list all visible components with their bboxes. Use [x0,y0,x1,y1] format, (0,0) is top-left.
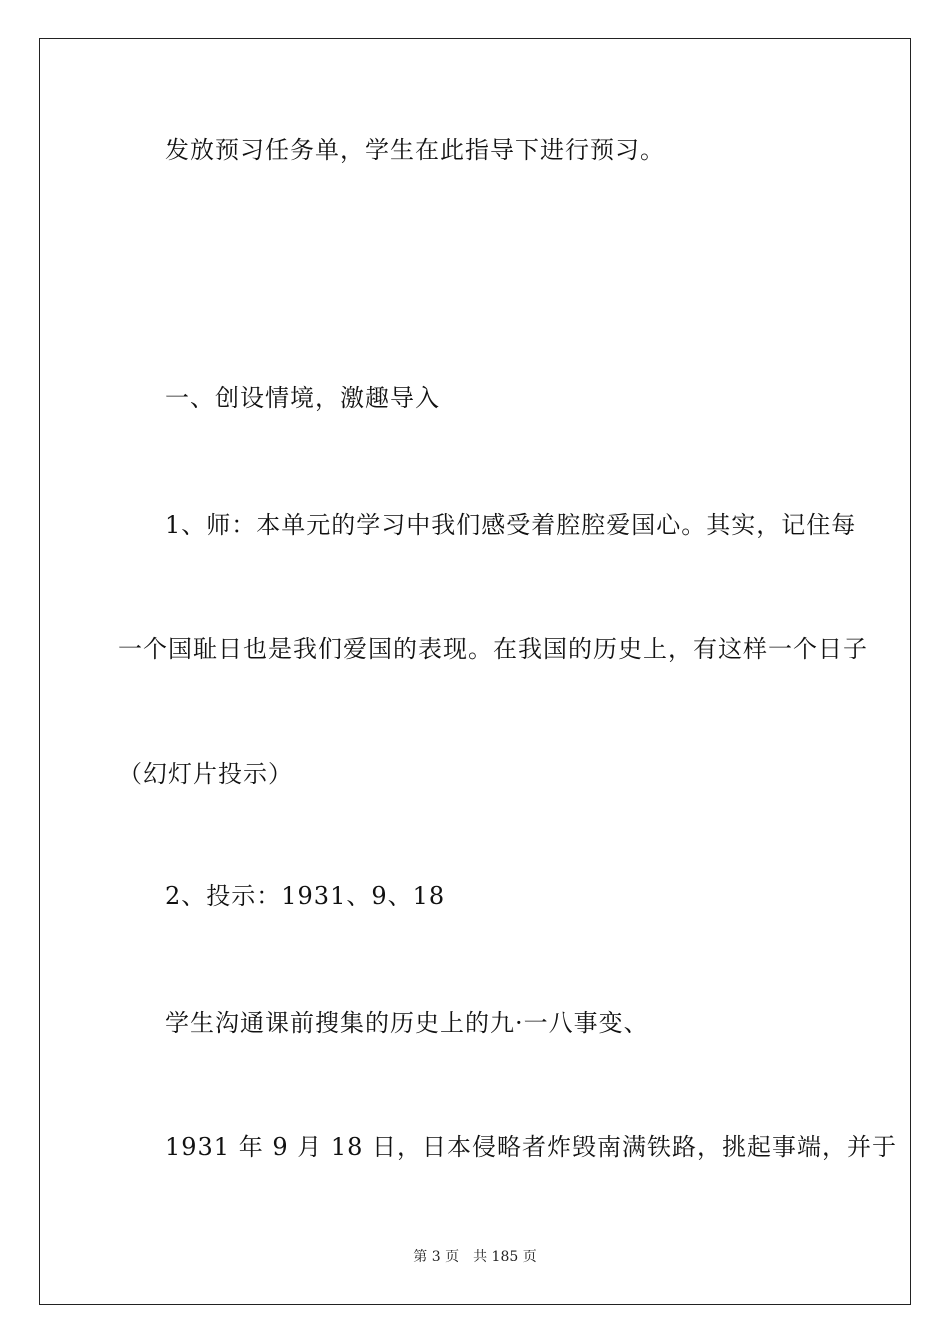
paragraph-student-share: 学生沟通课前搜集的历史上的九·一八事变、 [165,1009,649,1037]
paragraph-preview-task: 发放预习任务单，学生在此指导下进行预习。 [165,136,665,164]
page-number: 第 3 页 [413,1249,460,1265]
paragraph-history-event: 1931 年 9 月 18 日，日本侵略者炸毁南满铁路，挑起事端，并于 [165,1133,898,1161]
paragraph-slide-note: （幻灯片投示） [118,760,293,788]
section-heading-intro: 一、创设情境，激趣导入 [165,384,440,412]
paragraph-show-date: 2、投示：1931、9、18 [165,882,446,910]
page-footer [0,1248,950,1266]
page-border [39,38,911,1305]
paragraph-teacher-line-1: 1、师：本单元的学习中我们感受着腔腔爱国心。其实，记住每 [165,511,857,539]
paragraph-teacher-line-2: 一个国耻日也是我们爱国的表现。在我国的历史上，有这样一个日子 [118,635,868,663]
total-pages: 共 185 页 [473,1249,537,1265]
